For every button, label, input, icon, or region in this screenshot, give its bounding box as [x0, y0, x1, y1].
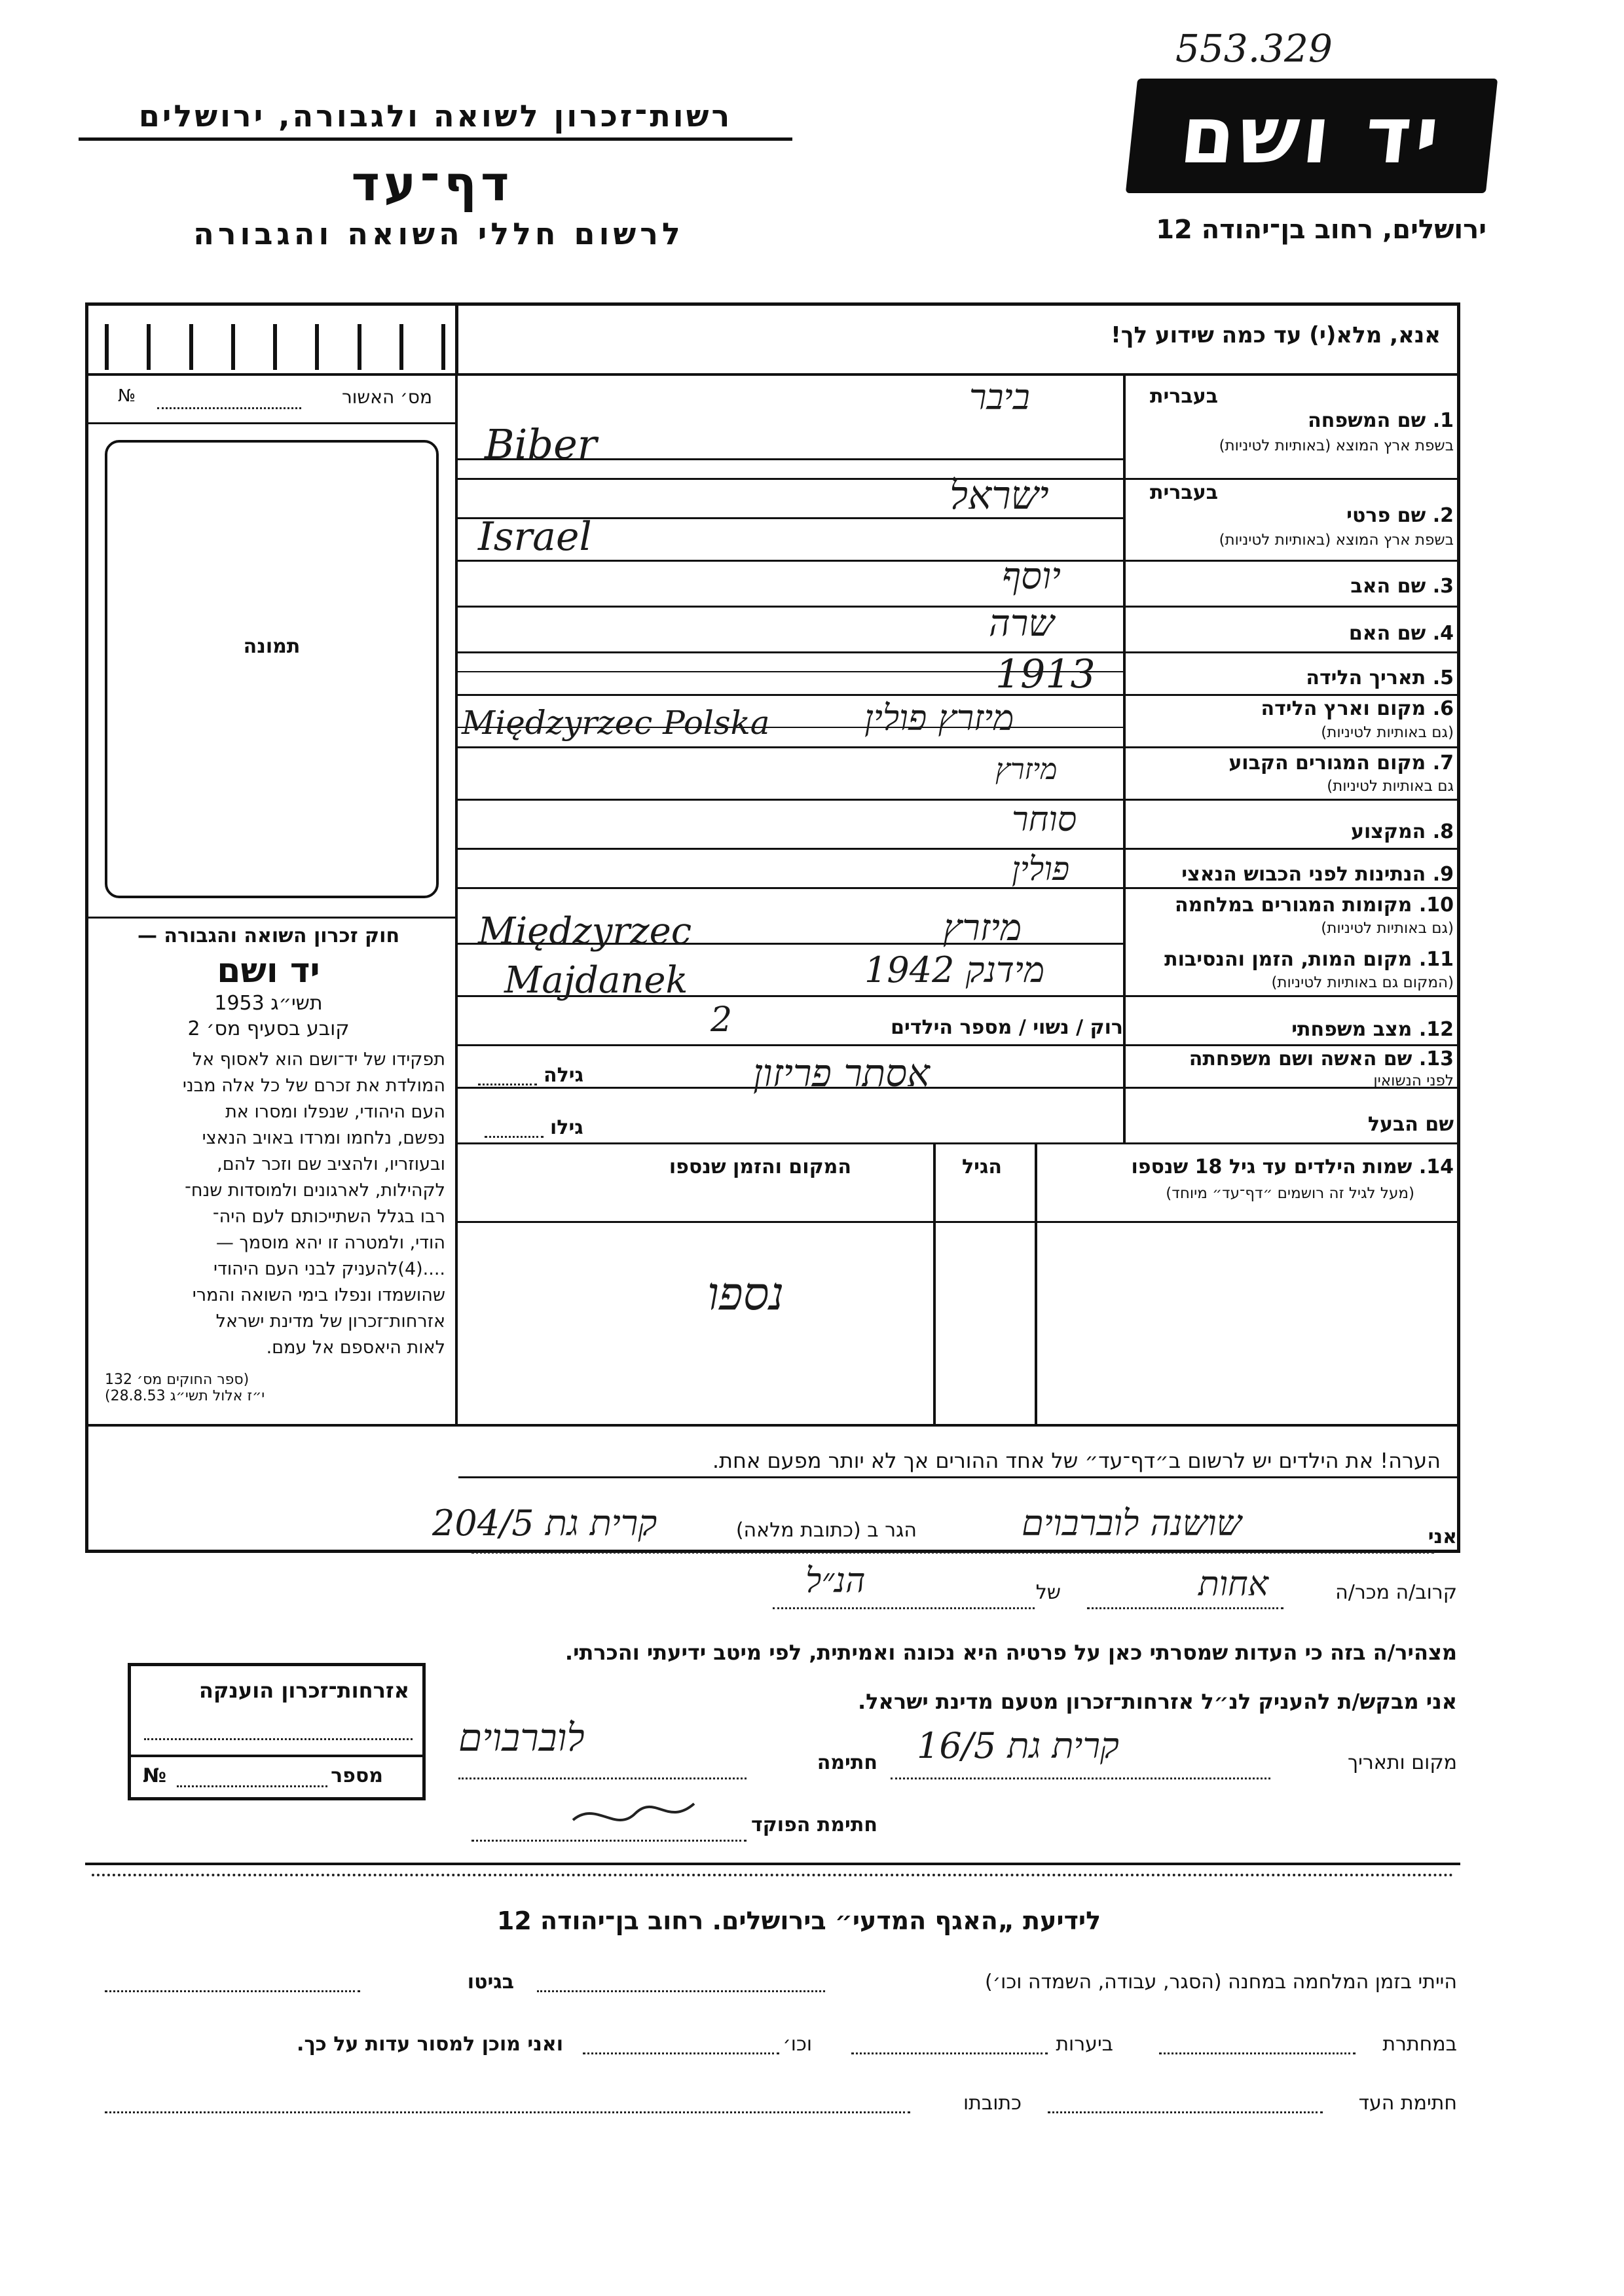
- field-1-sub: בשפת ארץ המוצא (באותיות לטיניות): [1219, 437, 1454, 454]
- law-source: (ספר החוקים מס׳ 132 י״ז אלול תשי״ג 28.8.53): [105, 1372, 265, 1404]
- law-box: [92, 923, 445, 1512]
- citizenship-no-symbol: №: [143, 1764, 167, 1787]
- field-3-value: יוסף: [1002, 555, 1061, 598]
- children-value: נספו: [707, 1267, 784, 1321]
- declarant-name: שושנה לוברבוים: [1022, 1503, 1242, 1544]
- footer-line1-a: הייתי בזמן המלחמה במחנה (הסגר, עבודה, השמדה וכו׳): [984, 1971, 1457, 1994]
- field-10-label: 10. מקומות המגורים במלחמה: [1175, 894, 1454, 917]
- footer-line2-a: במחתרת: [1382, 2033, 1457, 2056]
- citizenship-no-label: מספר: [331, 1764, 383, 1787]
- field-10-value-heb: מיזרץ: [943, 907, 1022, 949]
- footer-line2-b: ביערות: [1056, 2033, 1113, 2056]
- field-12-label: 12. מצב משפחתי: [1291, 1018, 1454, 1041]
- archive-number: 553.329: [1175, 26, 1333, 71]
- photo-frame: [105, 440, 439, 898]
- signature-label: חתימה: [817, 1751, 877, 1774]
- field-2-label: 2. שם פרטי: [1346, 504, 1454, 527]
- field-2-value-heb: ישראל: [950, 473, 1049, 519]
- field-9-label: 9. הנתינות לפני הכבוש הנאצי: [1181, 863, 1454, 886]
- field-11-sub: (המקום גם באותיות לטיניות): [1271, 974, 1454, 991]
- field-13-age-label: גילה: [544, 1064, 583, 1087]
- field-3-label: 3. שם האב: [1350, 575, 1454, 598]
- declarant-address: קרית גת 204/5: [432, 1503, 657, 1544]
- field-4-label: 4. שם האם: [1348, 622, 1454, 645]
- field-7-sub: גם באותיות לטיניות): [1327, 778, 1454, 795]
- field-12-options: רוק / נשוי / מספר הילדים: [891, 1016, 1123, 1039]
- field-8-label: 8. המקצוע: [1350, 820, 1454, 843]
- field-12-value: 2: [710, 1000, 733, 1040]
- field-13-sub: לפני הנשואין: [1373, 1072, 1454, 1089]
- children-col-age: הגיל: [962, 1156, 1002, 1178]
- tally-boxes: [105, 324, 445, 370]
- approval-no-symbol: №: [118, 386, 136, 406]
- law-name: יד ושם: [217, 951, 320, 991]
- children-sub: (מעל לגיל זה רושמים ״דף־עד״ מיוחד): [1166, 1185, 1414, 1202]
- of-label: של: [1035, 1581, 1061, 1604]
- field-11-label: 11. מקום המות, הזמן והנסיבות: [1164, 948, 1454, 971]
- field-13-value: אסתר פריזון: [753, 1051, 930, 1095]
- field-9-value: פולין: [1012, 850, 1070, 888]
- field-1-value-lat: Biber: [485, 420, 597, 468]
- law-year: תשי״ג 1953: [214, 992, 323, 1015]
- citizenship-box: [128, 1663, 426, 1800]
- field-7-value: מיזרץ: [995, 753, 1058, 786]
- field-6-sub: (גם באותיות לטיניות): [1321, 724, 1454, 741]
- declarant-i-label: אני: [1428, 1525, 1457, 1548]
- logo-text: יד ושם: [1175, 90, 1448, 181]
- footer-line2-d: ואני מוכן למסור עדות על כך.: [297, 2033, 563, 2056]
- place-date-value: קרית גת 16/5: [917, 1725, 1119, 1766]
- signature-value: לוברבוים: [458, 1715, 585, 1760]
- footer-line3-a: חתימת העד: [1358, 2092, 1457, 2115]
- instruction-text: אנא, מלא(י) עד כמה שידוע לך!: [1111, 322, 1441, 348]
- field-1-label: 1. שם המשפחה: [1308, 409, 1454, 432]
- children-label: 14. שמות הילדים עד גיל 18 שנספו: [1131, 1156, 1454, 1178]
- address: ירושלים, רחוב בן־יהודה 12: [1156, 215, 1486, 245]
- officer-signature-label: חתימת הפוקד: [751, 1813, 877, 1836]
- form-title: דף־עד: [351, 156, 513, 212]
- husband-age-label: גילו: [550, 1116, 583, 1139]
- field-8-value: סוחר: [1012, 800, 1077, 839]
- approval-label: מס׳ האשור: [341, 386, 432, 408]
- children-col-place: המקום והזמן שנספו: [669, 1156, 851, 1178]
- field-10-value-lat: Międzyrzec: [478, 910, 692, 953]
- declarant-lives-label: הגר ב (כתובת מלאה): [735, 1519, 917, 1542]
- field-11-value-lat: Majdanek: [504, 959, 688, 1002]
- field-6-value-lat: Międzyrzec Polska: [462, 704, 770, 742]
- relation-label: קרוב/ה מכר/ה: [1335, 1581, 1457, 1604]
- hebrew-col-label-1: בעברית: [1150, 385, 1218, 408]
- field-6-label: 6. מקום וארץ הלידה: [1261, 697, 1454, 720]
- hebrew-col-label-2: בעברית: [1150, 481, 1218, 504]
- footer-title: לידיעת „האגף המדעי״ בירושלים. רחוב בן־יהודה 12: [496, 1906, 1101, 1935]
- declaration-text: מצהיר/ה בזה כי העדות שמסרתי כאן על פרטיה היא נכונה ואמיתית, לפי מיטב ידיעתי והכרתי.: [564, 1640, 1457, 1665]
- field-1-value-heb: ביבר: [969, 376, 1030, 418]
- of-name: הנ״ל: [805, 1561, 866, 1601]
- footer-line1-b: בגיטו: [467, 1971, 514, 1994]
- field-13-label: 13. שם האשה ושם משפחתה: [1189, 1048, 1454, 1070]
- law-title: חוק זכרון השואה והגבורה —: [137, 924, 400, 947]
- field-5-label: 5. תאריך הלידה: [1306, 666, 1454, 689]
- yad-vashem-logo: [1126, 79, 1498, 193]
- officer-signature-scribble: [570, 1794, 701, 1840]
- place-date-label: מקום ותאריך: [1348, 1751, 1457, 1774]
- form-subtitle: לרשום חללי השואה והגבורה: [193, 216, 684, 251]
- photo-label: תמונה: [243, 635, 301, 658]
- footer-line3-b: כתובתו: [963, 2092, 1022, 2115]
- field-10-sub: (גם באותיות לטיניות): [1321, 920, 1454, 937]
- field-5-value: 1913: [995, 651, 1096, 697]
- field-11-value-heb: מידנק 1942: [864, 949, 1045, 991]
- authority-title: רשות־זכרון לשואה ולגבורה, ירושלים: [79, 98, 792, 141]
- field-4-value: שרה: [989, 602, 1054, 645]
- law-clause: קובע בסעיף מס׳ 2: [187, 1017, 350, 1040]
- field-2-sub: בשפת ארץ המוצא (באותיות לטיניות): [1219, 532, 1454, 549]
- footer-line2-c: וכו׳: [783, 2033, 812, 2056]
- citizenship-title: אזרחות־זכרון הוענקה: [198, 1678, 409, 1703]
- field-2-value-lat: Israel: [478, 514, 592, 560]
- field-7-label: 7. מקום המגורים הקבוע: [1228, 752, 1454, 774]
- field-6-value-heb: מיזרץ פולין: [864, 697, 1014, 738]
- relation-value: אחות: [1198, 1565, 1268, 1604]
- note-text: הערה! את הילדים יש לרשום ב״דף־עד״ של אחד ההורים אך לא יותר מפעם אחת.: [712, 1448, 1441, 1473]
- request-text: אני מבקש/ת להעניק לנ״ל אזרחות־זכרון מטעם מדינת ישראל.: [858, 1689, 1457, 1714]
- law-body: תפקידו של יד־ושם הוא לאסוף אל המולדת את זכרם של כל אלה מבני העם היהודי, שנפלו ומסרו את נפשם, נלחמו ומרדו באויב הנאצי ובעוזריו, ולהציב שם וזכר להם, לקהילות, לארגונים ולמוסדות שנח־ רבו בגלל השתייכותם לעם היה־ הודי, ולמטרה זו יהא מוסמך — ....(4)להעניק לבני העם היהודי שהושמדו ונפלו בימי השואה והמרי אזרחות־זכרון של מדינת ישראל לאות היאספם אל עמם.: [182, 1049, 445, 1358]
- husband-label: שם הבעל: [1367, 1113, 1454, 1136]
